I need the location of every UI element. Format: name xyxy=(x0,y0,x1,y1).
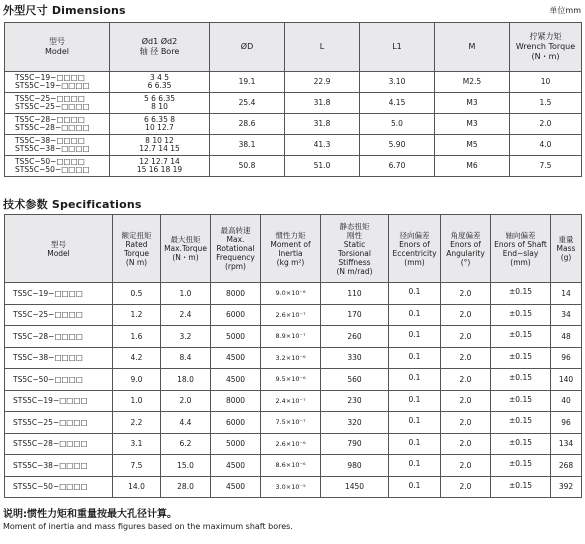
spec-cell-rated: 9.0 xyxy=(113,369,161,391)
spec-cell-ecc: 0.1 xyxy=(389,455,441,477)
header-line: 最大扭矩 xyxy=(170,235,201,244)
dimensions-title: 外型尺寸 Dimensions xyxy=(3,4,126,17)
cell-line: 5 6 6.35 xyxy=(143,93,175,103)
spec-cell-speed: 6000 xyxy=(211,304,261,326)
dim-cell-l1: 6.70 xyxy=(360,156,435,177)
spec-header-model xyxy=(5,215,113,283)
spec-cell-stiffness: 110 xyxy=(321,283,389,305)
spec-cell-inertia: 3.0×10⁻⁵ xyxy=(261,476,321,498)
dim-cell-l1: 5.0 xyxy=(360,114,435,135)
unit-label: 单位mm xyxy=(549,6,581,15)
header-line: End−slay xyxy=(502,248,539,258)
spec-cell-stiffness: 320 xyxy=(321,412,389,434)
spec-cell-speed: 4500 xyxy=(211,369,261,391)
spec-cell-ecc: 0.1 xyxy=(389,433,441,455)
header-line: Max.Torque xyxy=(164,244,207,253)
cell-line: 6 6.35 8 xyxy=(143,114,175,124)
spec-header-stiffness xyxy=(321,215,389,283)
spec-header-angularity xyxy=(441,215,491,283)
dim-cell-l1: 4.15 xyxy=(360,93,435,114)
spec-header-eccentricity xyxy=(389,215,441,283)
header-line: 惯性力矩 xyxy=(275,230,306,240)
cell-line: 6 6.35 xyxy=(147,81,172,90)
spec-cell-max: 2.0 xyxy=(161,390,211,412)
cell-line: 15 16 18 19 xyxy=(136,165,183,174)
spec-cell-mass: 34 xyxy=(551,304,582,326)
spec-cell-ecc: 0.1 xyxy=(389,304,441,326)
spec-cell-model: TS5C−38−□□□□ xyxy=(5,347,113,369)
spec-cell-ecc: 0.1 xyxy=(389,347,441,369)
spec-cell-ecc: 0.1 xyxy=(389,369,441,391)
spec-cell-inertia: 9.5×10⁻⁶ xyxy=(261,369,321,391)
header-line: (mm) xyxy=(510,257,531,267)
spec-cell-ecc: 0.1 xyxy=(389,390,441,412)
table-row xyxy=(5,390,582,412)
header-line: 静态扭矩 xyxy=(339,221,370,231)
dim-header-d: ØD xyxy=(210,23,285,72)
header-line: Model xyxy=(47,248,70,258)
table-row xyxy=(5,93,582,114)
spec-cell-inertia: 8.6×10⁻⁶ xyxy=(261,455,321,477)
spec-cell-ang: 2.0 xyxy=(441,455,491,477)
cell-line: TS5C−28−□□□□ xyxy=(15,114,85,124)
table-row xyxy=(5,455,582,477)
table-row xyxy=(5,304,582,326)
dim-cell-model xyxy=(5,135,110,156)
spec-cell-rated: 14.0 xyxy=(113,476,161,498)
header-line: (N m) xyxy=(125,257,148,267)
table-row xyxy=(5,114,582,135)
spec-cell-ang: 2.0 xyxy=(441,283,491,305)
table-row xyxy=(5,369,582,391)
dim-cell-m: M6 xyxy=(435,156,510,177)
header-line: Static xyxy=(343,239,366,249)
spec-cell-inertia: 2.6×10⁻⁷ xyxy=(261,304,321,326)
spec-cell-axial: ±0.15 xyxy=(491,433,551,455)
spec-cell-axial: ±0.15 xyxy=(491,455,551,477)
dim-cell-bore xyxy=(110,72,210,93)
spec-cell-mass: 140 xyxy=(551,369,582,391)
spec-cell-stiffness: 560 xyxy=(321,369,389,391)
cell-line: 3 4 5 xyxy=(149,72,170,82)
spec-cell-rated: 4.2 xyxy=(113,347,161,369)
spec-cell-ang: 2.0 xyxy=(441,390,491,412)
spec-cell-model: STS5C−19−□□□□ xyxy=(5,390,113,412)
spec-cell-axial: ±0.15 xyxy=(491,390,551,412)
dim-cell-m: M3 xyxy=(435,93,510,114)
dim-header-l: L xyxy=(285,23,360,72)
header-line: Mass xyxy=(556,244,576,253)
spec-cell-inertia: 8.9×10⁻⁷ xyxy=(261,326,321,348)
header-line: 轴向偏差 xyxy=(505,230,536,240)
spec-cell-ang: 2.0 xyxy=(441,433,491,455)
cell-line: 8 10 xyxy=(151,102,168,111)
spec-cell-max: 3.2 xyxy=(161,326,211,348)
spec-cell-mass: 392 xyxy=(551,476,582,498)
cell-line: 8 10 12 xyxy=(145,135,174,145)
header-line: Enors of xyxy=(399,239,430,249)
dim-cell-d: 38.1 xyxy=(210,135,285,156)
spec-cell-mass: 14 xyxy=(551,283,582,305)
spec-cell-model: TS5C−25−□□□□ xyxy=(5,304,113,326)
dim-cell-bore xyxy=(110,93,210,114)
spec-cell-stiffness: 1450 xyxy=(321,476,389,498)
dim-cell-torque: 4.0 xyxy=(510,135,582,156)
dim-cell-l: 22.9 xyxy=(285,72,360,93)
spec-cell-ang: 2.0 xyxy=(441,326,491,348)
header-line: 角度偏差 xyxy=(450,230,481,240)
cell-line: 12 12.7 14 xyxy=(139,156,180,166)
header-line: (N・m) xyxy=(172,253,199,262)
table-row xyxy=(5,135,582,156)
spec-cell-mass: 96 xyxy=(551,347,582,369)
spec-cell-speed: 4500 xyxy=(211,347,261,369)
spec-cell-rated: 7.5 xyxy=(113,455,161,477)
spec-cell-speed: 4500 xyxy=(211,476,261,498)
spec-cell-model: STS5C−28−□□□□ xyxy=(5,433,113,455)
header-line: Frequency xyxy=(216,253,255,262)
spec-cell-axial: ±0.15 xyxy=(491,369,551,391)
spec-cell-mass: 268 xyxy=(551,455,582,477)
spec-cell-ang: 2.0 xyxy=(441,347,491,369)
cell-line: TS5C−19−□□□□ xyxy=(15,72,85,82)
dim-header-m: M xyxy=(435,23,510,72)
dim-cell-l1: 5.90 xyxy=(360,135,435,156)
spec-cell-speed: 8000 xyxy=(211,390,261,412)
specifications-title: 技术参数 Specifications xyxy=(3,198,142,211)
spec-cell-ang: 2.0 xyxy=(441,412,491,434)
spec-header-rated-torque xyxy=(113,215,161,283)
spec-cell-model: STS5C−38−□□□□ xyxy=(5,455,113,477)
dim-cell-m: M5 xyxy=(435,135,510,156)
spec-cell-model: TS5C−50−□□□□ xyxy=(5,369,113,391)
spec-cell-stiffness: 260 xyxy=(321,326,389,348)
table-row xyxy=(5,326,582,348)
spec-cell-axial: ±0.15 xyxy=(491,326,551,348)
table-row xyxy=(5,412,582,434)
spec-cell-stiffness: 170 xyxy=(321,304,389,326)
dim-header-torque: 拧紧力矩 Wrench Torque (N・m) xyxy=(510,23,582,72)
table-row xyxy=(5,476,582,498)
header-line: (rpm) xyxy=(224,262,246,271)
spec-cell-model: STS5C−50−□□□□ xyxy=(5,476,113,498)
dim-cell-model xyxy=(5,93,110,114)
cell-line: TS5C−38−□□□□ xyxy=(15,135,85,145)
cell-line: TS5C−50−□□□□ xyxy=(15,156,85,166)
header-line: (N m/rad) xyxy=(336,266,373,276)
header-line: Enors of Shaft xyxy=(494,239,547,249)
spec-cell-ecc: 0.1 xyxy=(389,412,441,434)
dim-cell-d: 50.8 xyxy=(210,156,285,177)
spec-cell-speed: 5000 xyxy=(211,433,261,455)
header-line: Max. xyxy=(226,235,245,244)
spec-cell-inertia: 2.6×10⁻⁶ xyxy=(261,433,321,455)
spec-header-max-torque xyxy=(161,215,211,283)
header-line: (kg m²) xyxy=(276,257,305,267)
dim-cell-l: 41.3 xyxy=(285,135,360,156)
spec-cell-max: 4.4 xyxy=(161,412,211,434)
spec-cell-axial: ±0.15 xyxy=(491,283,551,305)
spec-cell-stiffness: 230 xyxy=(321,390,389,412)
spec-cell-model: TS5C−19−□□□□ xyxy=(5,283,113,305)
spec-header-end-slay xyxy=(491,215,551,283)
spec-header-mass xyxy=(551,215,582,283)
dim-header-bore: Ød1 Ød2 轴 径 Bore xyxy=(110,23,210,72)
spec-cell-stiffness: 790 xyxy=(321,433,389,455)
dim-cell-bore xyxy=(110,156,210,177)
dim-cell-model xyxy=(5,72,110,93)
table-row xyxy=(5,283,582,305)
spec-cell-inertia: 7.5×10⁻⁷ xyxy=(261,412,321,434)
spec-header-inertia xyxy=(261,215,321,283)
spec-cell-axial: ±0.15 xyxy=(491,304,551,326)
spec-cell-rated: 1.2 xyxy=(113,304,161,326)
dim-cell-l1: 3.10 xyxy=(360,72,435,93)
table-row xyxy=(5,433,582,455)
header-line: (mm) xyxy=(404,257,425,267)
spec-cell-speed: 5000 xyxy=(211,326,261,348)
spec-cell-ang: 2.0 xyxy=(441,369,491,391)
spec-cell-inertia: 9.0×10⁻⁸ xyxy=(261,283,321,305)
spec-cell-max: 8.4 xyxy=(161,347,211,369)
header-line: Angularity xyxy=(446,248,485,258)
spec-cell-stiffness: 980 xyxy=(321,455,389,477)
header-line: 重量 xyxy=(558,235,574,244)
header-line: Torsional xyxy=(338,248,371,258)
spec-cell-ecc: 0.1 xyxy=(389,326,441,348)
cell-line: STS5C−25−□□□□ xyxy=(15,102,90,111)
dim-cell-torque: 2.0 xyxy=(510,114,582,135)
cell-line: 10 12.7 xyxy=(145,123,174,132)
spec-cell-stiffness: 330 xyxy=(321,347,389,369)
spec-cell-rated: 3.1 xyxy=(113,433,161,455)
spec-cell-ang: 2.0 xyxy=(441,476,491,498)
header-line: 刚性 xyxy=(347,230,362,240)
spec-cell-ang: 2.0 xyxy=(441,304,491,326)
spec-cell-mass: 48 xyxy=(551,326,582,348)
dim-header-l1: L1 xyxy=(360,23,435,72)
header-line: Torque xyxy=(124,248,149,258)
cell-line: STS5C−50−□□□□ xyxy=(15,165,90,174)
header-line: (°) xyxy=(460,257,471,267)
header-line: Moment of xyxy=(270,239,311,249)
cell-line: 12.7 14 15 xyxy=(139,144,180,153)
header-line: 型号 xyxy=(51,239,66,249)
dim-header-model: 型号 Model xyxy=(5,23,110,72)
spec-cell-max: 28.0 xyxy=(161,476,211,498)
spec-cell-max: 6.2 xyxy=(161,433,211,455)
spec-cell-rated: 2.2 xyxy=(113,412,161,434)
dim-cell-torque: 10 xyxy=(510,72,582,93)
spec-cell-axial: ±0.15 xyxy=(491,412,551,434)
header-line: Rated xyxy=(125,239,148,249)
spec-cell-max: 1.0 xyxy=(161,283,211,305)
cell-line: STS5C−19−□□□□ xyxy=(15,81,90,90)
dimensions-table xyxy=(4,22,582,177)
spec-cell-speed: 4500 xyxy=(211,455,261,477)
dim-cell-bore xyxy=(110,135,210,156)
dim-cell-l: 51.0 xyxy=(285,156,360,177)
spec-cell-max: 15.0 xyxy=(161,455,211,477)
header-line: Stiffness xyxy=(338,257,371,267)
spec-cell-max: 18.0 xyxy=(161,369,211,391)
header-line: 最高转速 xyxy=(220,226,251,235)
spec-cell-speed: 8000 xyxy=(211,283,261,305)
spec-cell-axial: ±0.15 xyxy=(491,476,551,498)
spec-cell-inertia: 2.4×10⁻⁷ xyxy=(261,390,321,412)
dim-cell-l: 31.8 xyxy=(285,114,360,135)
spec-cell-ecc: 0.1 xyxy=(389,476,441,498)
spec-cell-ecc: 0.1 xyxy=(389,283,441,305)
table-row xyxy=(5,72,582,93)
dim-cell-torque: 7.5 xyxy=(510,156,582,177)
spec-cell-axial: ±0.15 xyxy=(491,347,551,369)
spec-cell-inertia: 3.2×10⁻⁶ xyxy=(261,347,321,369)
dim-cell-m: M2.5 xyxy=(435,72,510,93)
header-line: Inertia xyxy=(278,248,303,258)
dim-cell-torque: 1.5 xyxy=(510,93,582,114)
dim-cell-m: M3 xyxy=(435,114,510,135)
dim-cell-l: 31.8 xyxy=(285,93,360,114)
spec-cell-max: 2.4 xyxy=(161,304,211,326)
header-line: Eccentricity xyxy=(392,248,437,258)
note-en: Moment of inertia and mass figures based on the maximum shaft bores. xyxy=(3,522,293,531)
header-line: 径向偏差 xyxy=(399,230,430,240)
header-line: Enors of xyxy=(450,239,481,249)
note-cn: 说明:惯性力矩和重量按最大孔径计算。 xyxy=(3,509,177,520)
dim-cell-model xyxy=(5,114,110,135)
spec-cell-mass: 96 xyxy=(551,412,582,434)
spec-cell-model: STS5C−25−□□□□ xyxy=(5,412,113,434)
spec-cell-speed: 6000 xyxy=(211,412,261,434)
spec-cell-rated: 1.0 xyxy=(113,390,161,412)
dim-cell-d: 25.4 xyxy=(210,93,285,114)
cell-line: TS5C−25−□□□□ xyxy=(15,93,85,103)
header-line: (g) xyxy=(560,253,572,262)
header-line: 额定扭矩 xyxy=(121,230,152,240)
spec-cell-mass: 134 xyxy=(551,433,582,455)
spec-cell-rated: 0.5 xyxy=(113,283,161,305)
header-line: Rotational xyxy=(216,244,255,253)
dim-cell-model xyxy=(5,156,110,177)
dim-cell-bore xyxy=(110,114,210,135)
specifications-table xyxy=(4,214,582,498)
cell-line: STS5C−28−□□□□ xyxy=(15,123,90,132)
dim-cell-d: 28.6 xyxy=(210,114,285,135)
table-row xyxy=(5,347,582,369)
spec-header-max-speed xyxy=(211,215,261,283)
spec-cell-mass: 40 xyxy=(551,390,582,412)
cell-line: STS5C−38−□□□□ xyxy=(15,144,90,153)
spec-cell-rated: 1.6 xyxy=(113,326,161,348)
dim-cell-d: 19.1 xyxy=(210,72,285,93)
spec-cell-model: TS5C−28−□□□□ xyxy=(5,326,113,348)
table-row xyxy=(5,156,582,177)
